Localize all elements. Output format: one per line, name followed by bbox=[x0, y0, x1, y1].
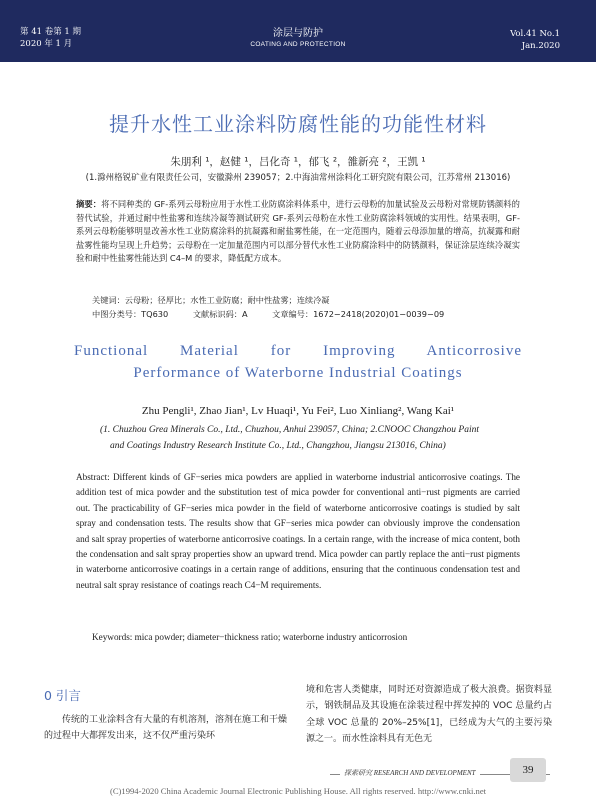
volume-cn: 第 41 卷第 1 期 bbox=[20, 27, 82, 37]
abstract-cn bbox=[76, 198, 520, 266]
keywords-cn: 关键词：云母粉；径厚比；水性工业防腐；耐中性盐雾；连续冷凝 bbox=[92, 295, 330, 305]
page-number: 39 bbox=[510, 758, 546, 782]
article-number: 文章编号：1672−2418(2020)01−0039−09 bbox=[272, 309, 445, 319]
affiliation-en bbox=[100, 422, 520, 454]
journal-name-en: COATING AND PROTECTION bbox=[250, 41, 346, 48]
article-title-en-line2: Performance of Waterborne Industrial Coatings bbox=[133, 365, 463, 381]
body-column-right: 境和危害人类健康，同时还对资源造成了极大浪费。据资料显示，钢铁制品及其设施在涂装过程中挥发掉的 VOC 总量约占全球 VOC 总量的 20%–25%[1]，已经成为大气的主要污染源之一。而水性涂料具有无色无 bbox=[306, 685, 552, 745]
footer-section-name: 探索研究 RESEARCH AND DEVELOPMENT bbox=[340, 768, 480, 778]
affiliation-en-line2: and Coatings Industry Research Institute Co., Ltd., Changzhou, Jiangsu 213016, China) bbox=[110, 441, 446, 451]
clc-number: 中图分类号：TQ630 bbox=[92, 309, 169, 319]
abstract-en: Abstract: Different kinds of GF−series mica powders are applied in waterborne industrial anticorrosive coatings. The addition test of mica powder and the substitution test of mica powder for conventional anti−rust pigments are carried out. The practicability of GF−series mica powder in the field of waterborne anticorrosive coatings is studied by salt spray and condensation tests. The results show that GF−series mica powder can obviously improve the condensation and salt spray properties of waterborne anticorrosive coatings. In a certain range, with the increase of mica content, both the condensation and salt spray properties show an upward trend. Mica powder can partly replace the anti−rust pigments in waterborne anticorrosive coatings in a certain range of additions, ensuring that the continuous condensation test and neutral salt spray resistance of coatings reach C4−M requirements. bbox=[76, 472, 520, 590]
header-volume-en bbox=[510, 28, 560, 52]
authors-en: Zhu Pengli¹, Zhao Jian¹, Lv Huaqi¹, Yu Fei², Luo Xinliang², Wang Kai¹ bbox=[141, 405, 455, 417]
date-cn: 2020 年 1 月 bbox=[20, 39, 73, 49]
authors-cn: 朱朋利 ¹，赵健 ¹，吕化奇 ¹，郁飞 ²，雒新亮 ²，王凯 ¹ bbox=[170, 156, 426, 168]
header-journal-name bbox=[0, 28, 596, 50]
article-title-en-line1: Functional Material for Improving Anticorrosive bbox=[74, 343, 522, 359]
date-en: Jan.2020 bbox=[521, 41, 560, 51]
affiliation-en-line1: (1. Chuzhou Grea Minerals Co., Ltd., Chuzhou, Anhui 239057, China; 2.CNOOC Changzhou Paint bbox=[100, 425, 479, 435]
article-title-cn: 提升水性工业涂料防腐性能的功能性材料 bbox=[109, 112, 487, 136]
classification-cn bbox=[92, 309, 520, 320]
affiliation-cn: (1.滁州格锐矿业有限责任公司，安徽滁州 239057；2.中海油常州涂料化工研究院有限公司，江苏常州 213016) bbox=[85, 173, 511, 183]
section-heading-introduction: 0 引言 bbox=[44, 688, 81, 703]
journal-name-cn: 涂层与防护 bbox=[273, 28, 323, 39]
volume-en: Vol.41 No.1 bbox=[510, 29, 560, 39]
abstract-cn-text: 将不同种类的 GF-系列云母粉应用于水性工业防腐涂料体系中，进行云母粉的加量试验及云母粉对常规防锈颜料的替代试验，并通过耐中性盐雾和连续冷凝等测试研究 GF-系列云母粉在水性工业防腐涂料领域的实用性。结果表明，GF-系列云母粉能够明显改善水性工业防腐涂料的抗凝露和耐盐雾性能，在一定范围内，随着云母添加量的增高，抗凝露和耐盐雾性能均呈现上升趋势；云母粉在一定加量范围内可以部分替代水性工业防腐涂料中的防锈颜料，保证涂层连续冷凝实验和耐中性盐雾性能达到 C4–M 的要求，降低配方成本。 bbox=[76, 199, 520, 264]
keywords-en: Keywords: mica powder; diameter−thickness ratio; waterborne industry anticorrosion bbox=[92, 632, 408, 642]
document-code: 文献标识码：A bbox=[192, 309, 248, 319]
abstract-cn-label: 摘要： bbox=[76, 199, 102, 209]
copyright-notice: (C)1994-2020 China Academic Journal Electronic Publishing House. All rights reserved. http://www.cnki.net bbox=[109, 786, 487, 796]
body-column-left: 传统的工业涂料含有大量的有机溶剂，溶剂在施工和干燥的过程中大都挥发出来，这不仅严重污染环 bbox=[44, 715, 288, 742]
